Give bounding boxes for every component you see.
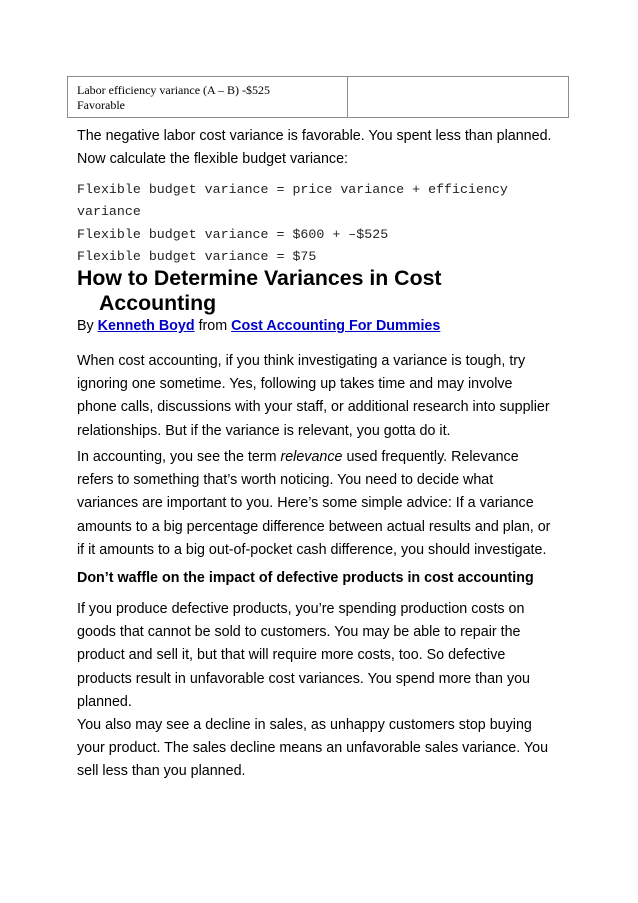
formula-block xyxy=(77,179,508,268)
formula-line: Flexible budget variance = price variance + efficiency xyxy=(77,182,508,197)
text-line: product and sell it, but that will require more costs, too. So defective xyxy=(77,647,506,664)
text-line: goods that cannot be sold to customers. You may be able to repair the xyxy=(77,624,521,641)
text-line: your product. The sales decline means an unfavorable sales variance. You xyxy=(77,740,549,757)
paragraph-4 xyxy=(77,714,577,784)
byline xyxy=(77,318,440,334)
section-subheading: Don’t waffle on the impact of defective products in cost accounting xyxy=(77,570,534,586)
table-cell-line: Favorable xyxy=(77,98,125,112)
table-cell xyxy=(68,77,348,117)
formula-line: Flexible budget variance = $600 + –$525 xyxy=(77,226,389,242)
text-line: variances are important to you. Here’s some simple advice: If a variance xyxy=(77,495,534,512)
emphasis-term: relevance xyxy=(280,449,343,465)
text-line: planned. xyxy=(77,693,132,710)
formula-line: Flexible budget variance = $75 xyxy=(77,248,317,264)
text-line: products result in unfavorable cost variances. You spend more than you xyxy=(77,670,531,687)
table-cell-empty xyxy=(348,77,568,117)
book-link[interactable]: Cost Accounting For Dummies xyxy=(231,318,441,334)
text-line: phone calls, discussions with your staff, or additional research into supplier xyxy=(77,399,550,416)
variance-table xyxy=(67,76,569,118)
paragraph-2 xyxy=(77,446,577,562)
text-segment: used frequently. Relevance xyxy=(346,449,519,465)
text-line xyxy=(77,446,577,469)
title-line: Accounting xyxy=(99,291,217,315)
intro-paragraph xyxy=(77,125,577,171)
text-segment: In accounting, you see the term xyxy=(77,449,277,465)
byline-from: from xyxy=(198,318,228,334)
text-line: The negative labor cost variance is favorable. You spent less than planned. xyxy=(77,128,552,144)
text-line: ignoring one sometime. Yes, following up takes time and may involve xyxy=(77,376,513,393)
author-link[interactable]: Kenneth Boyd xyxy=(97,318,195,334)
title-line: How to Determine Variances in Cost xyxy=(77,266,442,290)
text-line: amounts to a big percentage difference between actual results and plan, or xyxy=(77,518,551,535)
paragraph-3 xyxy=(77,598,577,714)
table-cell-line: Labor efficiency variance (A – B) -$525 xyxy=(77,83,271,97)
text-line: When cost accounting, if you think investigating a variance is tough, try xyxy=(77,353,526,369)
paragraph-1 xyxy=(77,350,577,443)
text-line: relationships. But if the variance is relevant, you gotta do it. xyxy=(77,422,451,439)
byline-by: By xyxy=(77,318,94,334)
text-line: If you produce defective products, you’re spending production costs on xyxy=(77,601,525,617)
text-line: sell less than you planned. xyxy=(77,763,246,780)
formula-line: variance xyxy=(77,204,141,220)
article-title xyxy=(77,266,597,316)
text-line: Now calculate the flexible budget variance: xyxy=(77,151,349,168)
text-line: refers to something that’s worth noticing. You need to decide what xyxy=(77,472,494,489)
text-line: You also may see a decline in sales, as unhappy customers stop buying xyxy=(77,717,532,733)
text-line: if it amounts to a big out-of-pocket cash difference, you should investigate. xyxy=(77,541,547,558)
